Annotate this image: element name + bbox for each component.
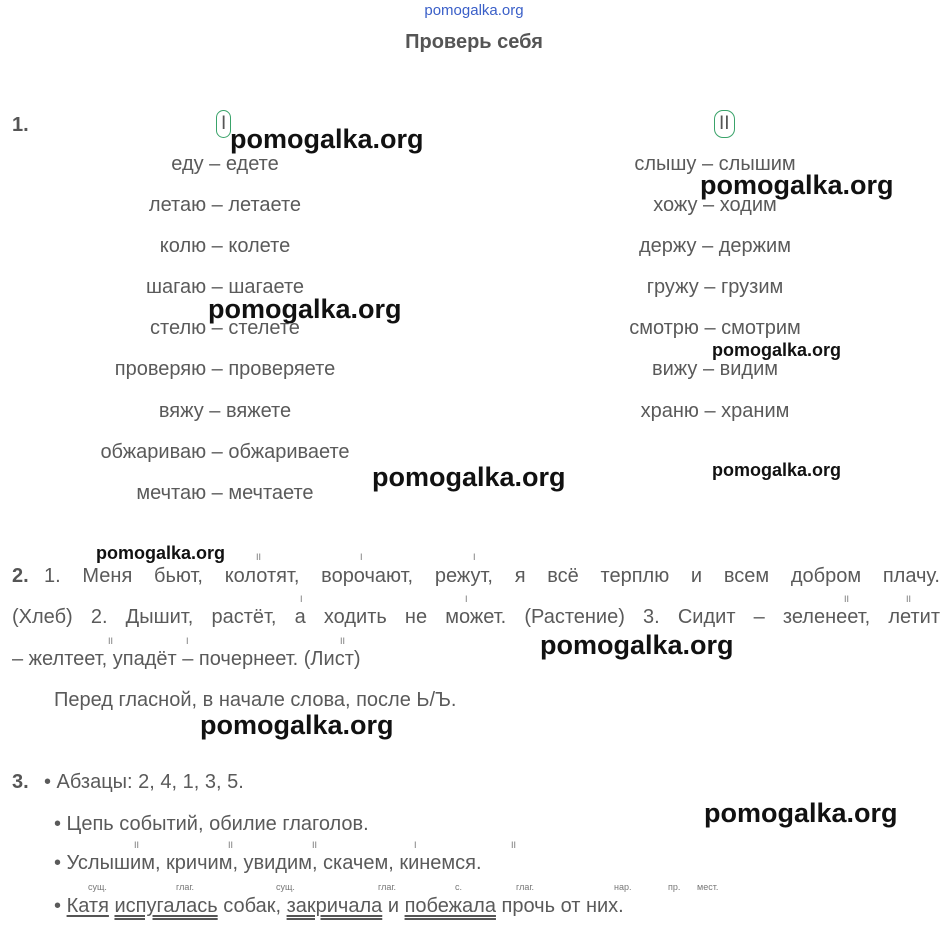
pos-label: нар. bbox=[614, 882, 632, 892]
bullet-verbs: • Услышим, кричим, увидим, скачем, кинемся. bbox=[54, 852, 482, 874]
col1-pair: шагаю – шагаете bbox=[145, 276, 305, 298]
riddle-line-3: – желтеет, упадёт – почернеет. (Лист) bbox=[12, 648, 361, 670]
word: и bbox=[387, 895, 399, 917]
watermark: pomogalka.org bbox=[700, 170, 894, 200]
col1-pair: летаю – летаете bbox=[148, 194, 302, 216]
conjugation-mark: II bbox=[108, 636, 114, 646]
col1-pair: колю – колете bbox=[159, 235, 291, 257]
conjugation-1-label: I bbox=[216, 110, 231, 138]
col1-pair: проверяю – проверяете bbox=[114, 358, 336, 380]
conjugation-mark: I bbox=[465, 594, 468, 604]
site-header-link[interactable]: pomogalka.org bbox=[424, 2, 524, 19]
col1-pair: стелю – стелете bbox=[150, 317, 300, 339]
col1-pair: еду – едете bbox=[171, 153, 279, 175]
pos-label: глаг. bbox=[516, 882, 535, 892]
task-1-number: 1. bbox=[12, 114, 29, 136]
bullet: • bbox=[54, 895, 62, 917]
watermark: pomogalka.org bbox=[208, 294, 402, 324]
subject-word: Катя bbox=[66, 895, 109, 917]
pos-label: глаг. bbox=[176, 882, 195, 892]
word: них. bbox=[585, 895, 624, 917]
predicate-word: побежала bbox=[404, 895, 496, 917]
conjugation-mark: II bbox=[906, 594, 912, 604]
word: от bbox=[560, 895, 581, 917]
watermark: pomogalka.org bbox=[704, 798, 898, 828]
bullet-paragraphs: • Абзацы: 2, 4, 1, 3, 5. bbox=[44, 771, 244, 793]
conjugation-mark: I bbox=[300, 594, 303, 604]
task-3-number: 3. bbox=[12, 771, 29, 793]
col2-pair: гружу – грузим bbox=[646, 276, 784, 298]
conjugation-2-label: II bbox=[714, 110, 735, 138]
watermark: pomogalka.org bbox=[200, 710, 394, 740]
conjugation-mark: II bbox=[511, 840, 517, 850]
col2-pair: вижу – видим bbox=[651, 358, 779, 380]
col1-pair: вяжу – вяжете bbox=[158, 400, 292, 422]
watermark: pomogalka.org bbox=[712, 460, 842, 480]
col2-pair: держу – держим bbox=[639, 235, 791, 257]
watermark: pomogalka.org bbox=[96, 543, 226, 563]
conjugation-mark: II bbox=[340, 636, 346, 646]
watermark: pomogalka.org bbox=[540, 630, 734, 660]
rule-text: Перед гласной, в начале слова, после Ь/Ъ. bbox=[54, 689, 457, 711]
pos-label: глаг. bbox=[378, 882, 397, 892]
pos-label: сущ. bbox=[276, 882, 295, 892]
conjugation-mark: I bbox=[473, 552, 476, 562]
conjugation-mark: II bbox=[256, 552, 262, 562]
riddle-line-2: (Хлеб) 2. Дышит, растёт, а ходить не может. (Растение) 3. Сидит – зеленеет, летит bbox=[12, 606, 940, 628]
riddle-line-1: 1. Меня бьют, колотят, ворочают, режут, я всё терплю и всем добром плачу. bbox=[44, 565, 940, 587]
task-2-number: 2. bbox=[12, 565, 29, 587]
watermark: pomogalka.org bbox=[230, 124, 424, 154]
word: собак, bbox=[223, 895, 282, 917]
word: прочь bbox=[501, 895, 555, 917]
conjugation-mark: II bbox=[844, 594, 850, 604]
col2-pair: слышу – слышим bbox=[634, 153, 796, 175]
conjugation-mark: II bbox=[228, 840, 234, 850]
page-title: Проверь себя bbox=[405, 31, 543, 53]
bullet-sentence bbox=[54, 895, 624, 918]
col2-pair: храню – храним bbox=[640, 400, 790, 422]
conjugation-mark: I bbox=[414, 840, 417, 850]
conjugation-mark: I bbox=[186, 636, 189, 646]
predicate-word: испугалась bbox=[114, 895, 218, 917]
col1-pair: обжариваю – обжариваете bbox=[100, 441, 350, 463]
col1-pair: мечтаю – мечтаете bbox=[136, 482, 314, 504]
conjugation-mark: II bbox=[134, 840, 140, 850]
predicate-word: закричала bbox=[286, 895, 383, 917]
conjugation-mark: II bbox=[312, 840, 318, 850]
pos-label: мест. bbox=[697, 882, 719, 892]
watermark: pomogalka.org bbox=[712, 340, 842, 360]
watermark: pomogalka.org bbox=[372, 462, 566, 492]
bullet-features: • Цепь событий, обилие глаголов. bbox=[54, 813, 369, 835]
pos-label: пр. bbox=[668, 882, 681, 892]
pos-label: сущ. bbox=[88, 882, 107, 892]
conjugation-mark: I bbox=[360, 552, 363, 562]
pos-label: с. bbox=[455, 882, 463, 892]
col2-pair: хожу – ходим bbox=[653, 194, 777, 216]
col2-pair: смотрю – смотрим bbox=[629, 317, 801, 339]
